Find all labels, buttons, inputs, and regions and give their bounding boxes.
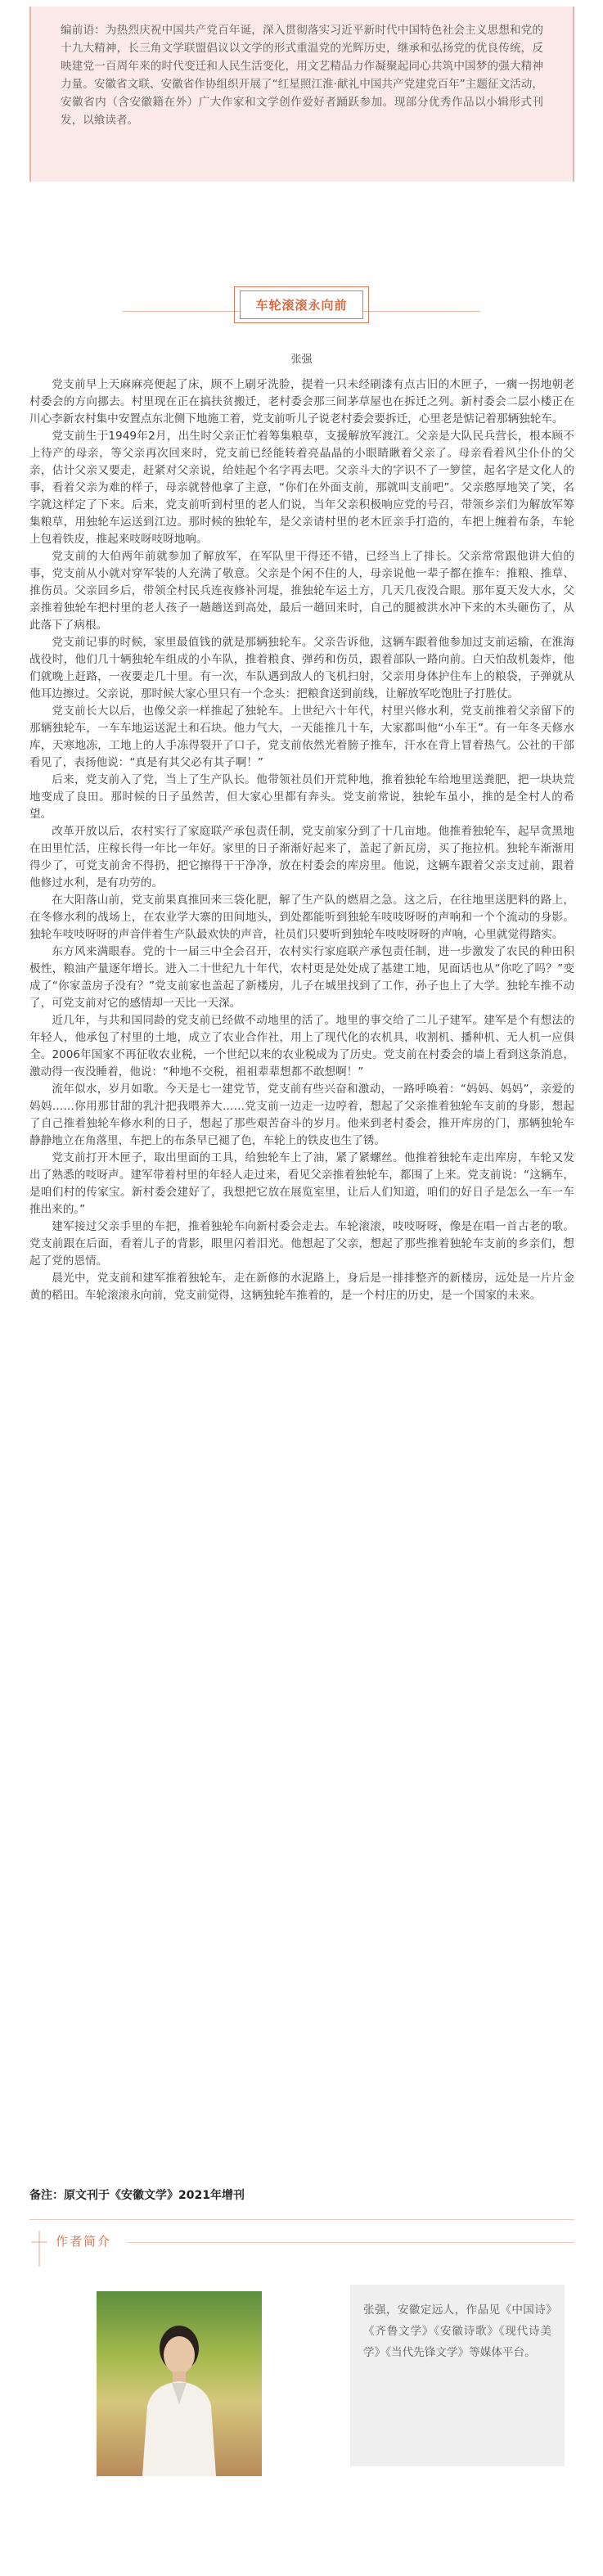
paragraph: 党支前打开木匣子，取出里面的工具，给独轮车上了油，紧了紧螺丝。他推着独轮车走出库房，车轮又发出了熟悉的吱呀声。建军带着村里的年轻人走过来，看见父亲推着独轮车，都围了上来。党支前说：“这辆车，是咱们村的传家宝。新村委会建好了，我想把它放在展览室里，让后人们知道，咱们的好日子是怎么一车一车推出来的。”	[29, 1151, 574, 1216]
ornament-icon	[29, 2231, 49, 2267]
paragraph: 党支前早上天麻麻亮便起了床，顾不上刷牙洗脸，提着一只未经刷漆有点古旧的木匣子，一瘸一拐地朝老村委会的方向挪去。村里现在正在搞扶贫搬迁，老村委会那三间茅草屋也在拆迁之列。新村委会二层小楼正在川心李新农村集中安置点东北侧下地施工着，党支前听儿子说老村委会要拆迁，心里老是惦记着那辆独轮车。	[29, 378, 574, 426]
author-section-label: 作者简介	[56, 2234, 112, 2249]
title-frame	[234, 286, 368, 323]
section-rule	[128, 2242, 574, 2243]
paragraph: 东方风来满眼春。党的十一届三中全会召开，农村实行家庭联产承包责任制，进一步激发了农民的种田积极性，粮油产量逐年增长。进入二十世纪九十年代，农村更是处处成了基建工地，见面话也从“你吃了吗？”变成了“你家盖房子没有？”党支前家也盖起了新楼房，儿子在城里找到了工作，孙子也上了大学。独轮车推不动了，可党支前对它的感情却一天比一天深。	[29, 945, 574, 1010]
article-author: 张强	[290, 354, 313, 366]
person-figure	[136, 2316, 223, 2476]
paragraph: 党支前记事的时候，家里最值钱的就是那辆独轮车。父亲告诉他，这辆车跟着他参加过支前运输，在淮海战役时，他们几十辆独轮车组成的小车队，推着粮食、弹药和伤员，跟着部队一路向前。白天怕敌机轰炸，他们就晚上赶路，一夜要走几十里。有一次，车队遇到敌人的飞机扫射，父亲用身体护住车上的粮袋，子弹就从他耳边擦过。父亲说，那时候大家心里只有一个念头：把粮食送到前线，让解放军吃饱肚子打胜仗。	[29, 636, 574, 700]
editor-note: 编前语：为热烈庆祝中国共产党百年诞，深入贯彻落实习近平新时代中国特色社会主义思想和党的十九大精神，长三角文学联盟倡议以文学的形式重温党的光辉历史，继承和弘扬党的优良传统，反映建党一百周年来的时代变迁和人民生活变化，用文艺精品力作凝聚起同心共筑中国梦的强大精神力量。安徽省文联、安徽省作协组织开展了“红星照江淮·献礼中国共产党建党百年”主题征文活动，安徽省内（含安徽籍在外）广大作家和文学创作爱好者踊跃参加。现部分优秀作品以小辑形式刊发，以飨读者。	[29, 7, 574, 182]
author-section-header	[29, 2231, 574, 2254]
author-photo	[97, 2291, 262, 2476]
article-body	[29, 376, 574, 1304]
paragraph: 后来，党支前入了党，当上了生产队长。他带领社员们开荒种地，推着独轮车给地里送粪肥，把一块块荒地变成了良田。那时候的日子虽然苦，但大家心里都有奔头。党支前常说，独轮车虽小，推的是全村人的希望。	[29, 773, 574, 821]
article-title: 车轮滚滚永向前	[240, 290, 362, 319]
paragraph: 党支前的大伯两年前就参加了解放军，在军队里干得还不错，已经当上了排长。父亲常常跟他讲大伯的事，党支前从小就对穿军装的人充满了敬意。父亲是个闲不住的人，母亲说他一辈子都在推车：推粮、推草、推伤员。父亲回乡后，带领全村民兵连夜修补河堤，推独轮车运土方，几天几夜没合眼。那年夏天发大水，父亲推着独轮车把村里的老人孩子一趟趟送到高处，最后一趟回来时，自己的腿被洪水冲下来的木头砸伤了，从此落下了病根。	[29, 550, 574, 632]
paragraph: 党支前生于1949年2月，出生时父亲正忙着筹集粮草，支援解放军渡江。父亲是大队民兵营长，根本顾不上待产的母亲，等父亲再次回来时，党支前已经能转着亮晶晶的小眼睛瞅着父亲了。母亲看着风尘仆仆的父亲，估计父亲又要走，赶紧对父亲说，给娃起个名字再去吧。父亲斗大的字识不了一箩筐，起名字是文化人的事，看着父亲为难的样子，母亲就替他拿了主意，“你们在外面支前，那就叫支前吧”。父亲憨厚地笑了笑，名字就这样定了下来。后来，党支前听到村里的老人们说，当年父亲积极响应党的号召，带领乡亲们为解放军筹集粮草，用独轮车运送到江边。那时候的独轮车，是父亲请村里的老木匠亲手打造的，车把上缠着布条，车轮上包着铁皮，推起来吱呀吱呀地响。	[29, 430, 574, 546]
paragraph: 近几年，与共和国同龄的党支前已经做不动地里的活了。地里的事交给了二儿子建军。建军是个有想法的年轻人，他承包了村里的土地，成立了农业合作社，用上了现代化的农机具，收割机、播种机、无人机一应俱全。2006年国家不再征收农业税，一个世纪以来的农业税成为了历史。党支前在村委会的墙上看到这条消息，激动得一夜没睡着，他说：“种地不交税，祖祖辈辈想都不敢想啊！”	[29, 1014, 574, 1079]
section-divider	[29, 2219, 574, 2220]
paragraph: 建军接过父亲手里的车把，推着独轮车向新村委会走去。车轮滚滚，吱吱呀呀，像是在唱一首古老的歌。党支前跟在后面，看着儿子的背影，眼里闪着泪光。他想起了父亲，想起了那些推着独轮车支前的乡亲们，想起了党的恩情。	[29, 1220, 574, 1268]
paragraph: 改革开放以后，农村实行了家庭联产承包责任制，党支前家分到了十几亩地。他推着独轮车，起早贪黑地在田里忙活，庄稼长得一年比一年好。家里的日子渐渐好起来了，盖起了新瓦房，买了拖拉机。独轮车渐渐用得少了，可党支前舍不得扔，把它擦得干干净净，放在村委会的库房里。他说，这辆车跟着父亲支过前，跟着他修过水利，是有功劳的。	[29, 825, 574, 889]
paragraph: 流年似水，岁月如歌。今天是七一建党节，党支前有些兴奋和激动，一路呼唤着：“妈妈、妈妈”，亲爱的妈妈……你用那甘甜的乳汁把我喂养大……党支前一边走一边哼着，想起了父亲推着独轮车支前的身影，想起了自己推着独轮车修水利的日子，想起了那些艰苦奋斗的岁月。他来到老村委会，推开库房的门，那辆独轮车静静地立在角落里，车把上的布条早已褪了色，车轮上的铁皮也生了锈。	[29, 1083, 574, 1147]
author-bio: 张强，安徽定远人，作品见《中国诗》《齐鲁文学》《安徽诗歌》《现代诗美学》《当代先锋文学》等媒体平台。	[350, 2285, 565, 2466]
title-wrap	[0, 286, 603, 323]
paragraph: 党支前长大以后，也像父亲一样推起了独轮车。上世纪六十年代，村里兴修水利，党支前推着父亲留下的那辆独轮车，一车车地运送泥土和石块。他力气大，一天能推几十车，大家都叫他“小车王”。有一年冬天修水库，天寒地冻，工地上的人手冻得裂开了口子，党支前依然光着膀子推车，汗水在背上冒着热气。公社的干部看见了，表扬他说：“真是有其父必有其子啊！”	[29, 705, 574, 769]
paragraph: 晨光中，党支前和建军推着独轮车，走在新修的水泥路上，身后是一排排整齐的新楼房，远处是一片片金黄的稻田。车轮滚滚永向前，党支前觉得，这辆独轮车推着的，是一个村庄的历史，是一个国家的未来。	[29, 1272, 574, 1302]
paragraph: 在大阳落山前，党支前果真推回来三袋化肥，解了生产队的燃眉之急。这之后，在往地里送肥料的路上，在冬修水利的战场上，在农业学大寨的田间地头，到处都能听到独轮车吱吱呀呀的声响和一个个流动的身影。独轮车吱吱呀呀的声音伴着生产队最欢快的声音，社员们只要听到独轮车吱吱呀呀的声响，心里就觉得踏实。	[29, 894, 574, 941]
source-note: 备注：原文刊于《安徽文学》2021年增刊	[29, 2189, 245, 2202]
